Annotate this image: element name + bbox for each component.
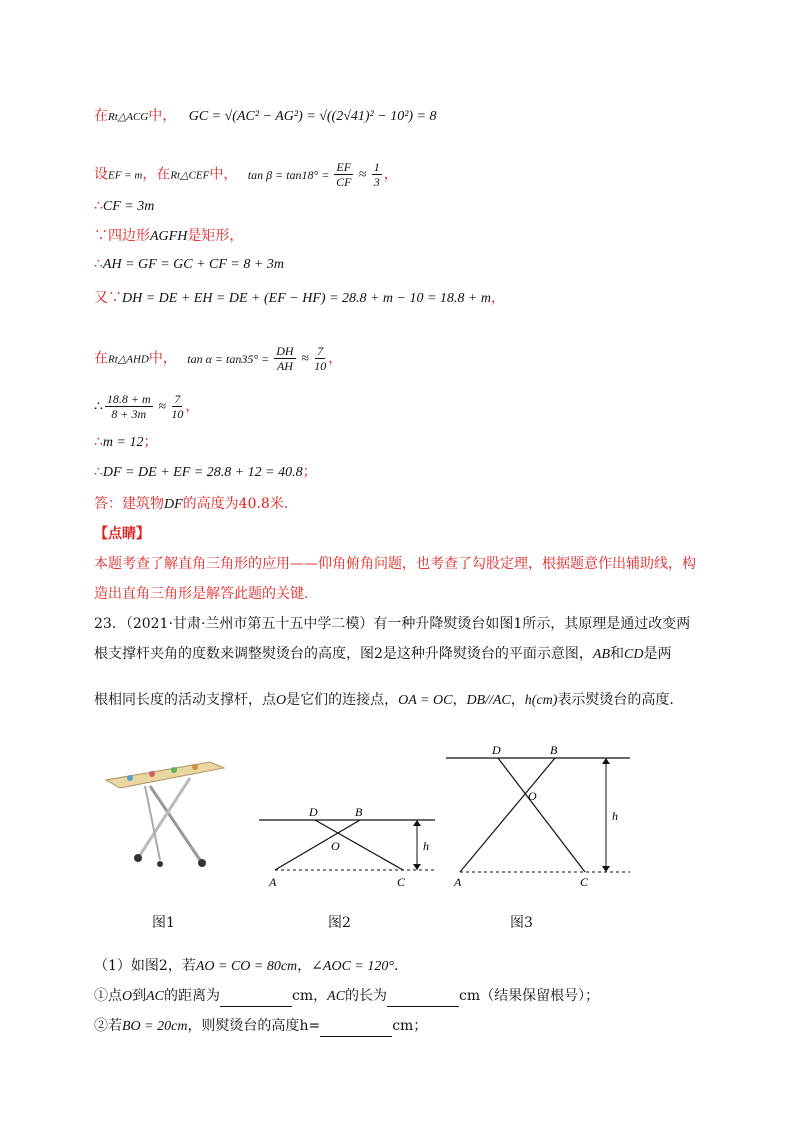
subquestion-1-part-2: ②若BO = 20cm，则熨烫台的高度h= cm； <box>94 1016 427 1037</box>
line-4: ∵四边形AGFH是矩形， <box>94 228 244 244</box>
fig2-label-A: A <box>269 875 277 889</box>
line-10: ∴DF = DE + EF = 28.8 + 12 = 40.8； <box>94 464 317 480</box>
fig3-label-O: O <box>528 789 537 803</box>
line-3: ∴CF = 3m <box>94 198 155 214</box>
question-23-line-3: 根相同长度的活动支撑杆，点O是它们的连接点，OA = OC，DB//AC，h(cm)表示熨烫台的高度. <box>94 692 674 708</box>
figure-3-caption: 图3 <box>510 915 533 931</box>
fig3-label-B: B <box>550 743 558 757</box>
answer-line: 答：建筑物DF的高度为40.8米. <box>94 496 289 512</box>
question-23-line-2: 根支撑杆夹角的度数来调整熨烫台的高度，图2是这种升降熨烫台的平面示意图，AB和CD是两 <box>94 646 672 662</box>
subquestion-1-part-1: ①点O到AC的距离为 cm，AC的长为 cm（结果保留根号）； <box>94 986 599 1007</box>
line-5: ∴AH = GF = GC + CF = 8 + 3m <box>94 256 284 272</box>
line-1: 在Rt△ACG中， GC = √(AC² − AG²) = √((2√41)² − 10²) = 8 <box>94 108 437 124</box>
fig2-label-B: B <box>355 805 363 819</box>
fig3-label-C: C <box>580 875 589 889</box>
figure-2-diagram <box>255 800 455 895</box>
fig2-label-h: h <box>423 839 429 853</box>
fig3-label-D: D <box>492 743 501 757</box>
comment-line-1: 本题考查了解直角三角形的应用——仰角俯角问题，也考查了勾股定理，根据题意作出辅助线，构 <box>94 556 696 572</box>
line-7: 在Rt△AHD中， tan α = tan35° = $\frac{DH}{AH}$ ≈ $\frac{7}{10}$ ， <box>94 344 343 373</box>
fig3-label-h: h <box>612 809 618 823</box>
fig2-label-D: D <box>309 805 318 819</box>
question-23-line-1: 23．（2021·甘肃·兰州市第五十五中学二模）有一种升降熨烫台如图1所示，其原理是通过改变两 <box>94 616 691 632</box>
fig2-label-C: C <box>397 875 406 889</box>
figure-1-caption: 图1 <box>152 915 175 931</box>
answer-blank-ac[interactable] <box>387 992 459 1007</box>
equation-gc: GC = √(AC² − AG²) = √((2√41)² − 10²) = 8 <box>188 109 437 124</box>
line-2: 设EF = m，在Rt△CEF中， tan β = tan18° = $\frac{EF}{CF}$ ≈ $\frac{1}{3}$ ， <box>94 160 398 189</box>
fig2-label-O: O <box>331 839 340 853</box>
figure-2-caption: 图2 <box>328 915 351 931</box>
figure-3-diagram <box>440 740 640 890</box>
answer-blank-height[interactable] <box>320 1022 392 1037</box>
comment-line-2: 造出直角三角形是解答此题的关键. <box>94 586 309 602</box>
fig3-label-A: A <box>454 875 462 889</box>
comment-heading: 【点睛】 <box>94 526 150 542</box>
subquestion-1: （1）如图2，若AO = CO = 80cm，∠AOC = 120°. <box>94 958 399 974</box>
line-9: ∴m = 12； <box>94 434 158 450</box>
line-8: ∴ $\frac{18.8 + m}{8 + 3m}$ ≈ $\frac{7}{10}$ ， <box>94 392 200 421</box>
answer-blank-distance[interactable] <box>220 992 292 1007</box>
figure-1-ironing-board <box>100 750 230 875</box>
line-6: 又∵DH = DE + EH = DE + (EF − HF) = 28.8 + m − 10 = 18.8 + m， <box>94 290 505 306</box>
